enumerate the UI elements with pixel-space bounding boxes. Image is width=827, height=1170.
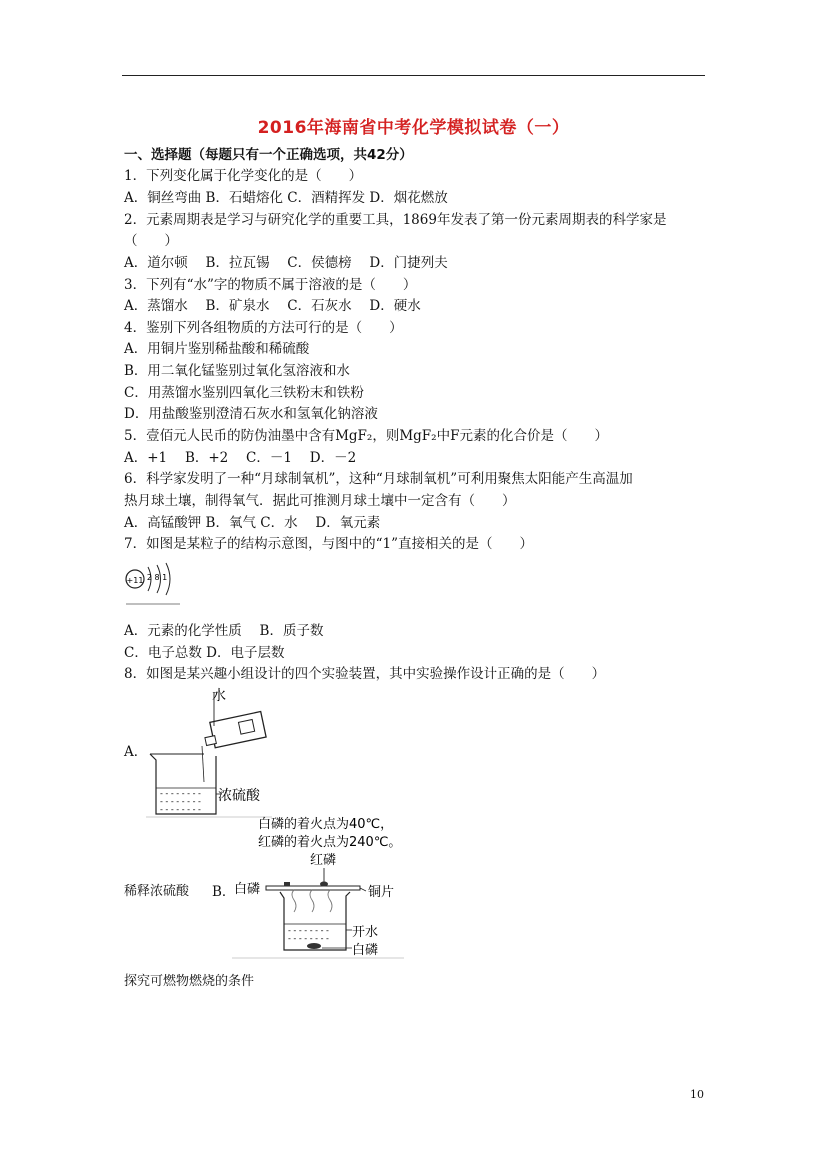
text-line: A．元素的化学性质 B．质子数 — [124, 623, 324, 639]
option-label: B． — [212, 884, 236, 900]
text-line: 6．科学家发明了一种“月球制氧机”，这种“月球制氧机”可利用聚焦太阳能产生高温加 — [124, 471, 633, 487]
water-label: 水 — [212, 688, 226, 704]
text-line: B．用二氧化锰鉴别过氧化氢溶液和水 — [124, 363, 350, 379]
nucleus-label: +11 — [126, 576, 144, 585]
header-rule — [122, 75, 705, 76]
atom-structure-diagram — [124, 560, 182, 606]
text-line: 8．如图是某兴趣小组设计的四个实验装置，其中实验操作设计正确的是（ ） — [124, 666, 606, 682]
text-line: A．道尔顿 B．拉瓦锡 C．侯德榜 D．门捷列夫 — [124, 255, 448, 271]
text-line: 5．壹佰元人民币的防伪油墨中含有MgF₂，则MgF₂中F元素的化合价是（ ） — [124, 428, 608, 444]
figure-combustion — [232, 812, 404, 960]
text-line: 4．鉴别下列各组物质的方法可行的是（ ） — [124, 320, 403, 336]
svg-text:- - - - - - - -: - - - - - - - - — [288, 934, 329, 943]
acid-label: 浓硫酸 — [218, 788, 260, 804]
hot-water-label: 开水 — [352, 925, 379, 940]
text-line: A．蒸馏水 B．矿泉水 C．石灰水 D．硬水 — [124, 298, 421, 314]
svg-text:- - - - - - - -: - - - - - - - - — [160, 789, 201, 798]
note-white-p: 白磷的着火点为40℃， — [258, 817, 394, 832]
text-line: 热月球土壤，制得氧气．据此可推测月球土壤中一定含有（ ） — [124, 493, 516, 509]
text-line: A．铜丝弯曲 B．石蜡熔化 C．酒精挥发 D．烟花燃放 — [124, 190, 448, 206]
text-line: 1．下列变化属于化学变化的是（ ） — [124, 168, 363, 184]
text-line: D．用盐酸鉴别澄清石灰水和氢氧化钠溶液 — [124, 406, 378, 422]
white-p-bottom-label: 白磷 — [352, 943, 379, 958]
svg-text:- - - - - - - -: - - - - - - - - — [160, 805, 201, 814]
section-heading: 一、选择题（每题只有一个正确选项，共42分） — [124, 147, 413, 163]
text-line: A．+1 B．+2 C．－1 D．－2 — [124, 450, 357, 466]
note-red-p: 红磷的着火点为240℃。 — [258, 835, 402, 850]
shell-electrons: 2 8 1 — [146, 573, 168, 582]
white-p-top-label: 白磷 — [234, 882, 261, 897]
figure-dilute-acid — [146, 684, 274, 818]
text-line: 7．如图是某粒子的结构示意图，与图中的“1”直接相关的是（ ） — [124, 536, 533, 552]
svg-text:- - - - - - - -: - - - - - - - - — [288, 926, 329, 935]
page-title: 2016年海南省中考化学模拟试卷（一） — [257, 118, 570, 138]
text-line: A．用铜片鉴别稀盐酸和稀硫酸 — [124, 341, 310, 357]
text-line: 3．下列有“水”字的物质不属于溶液的是（ ） — [124, 277, 417, 293]
svg-text:- - - - - - - -: - - - - - - - - — [160, 797, 201, 806]
text-line: C．用蒸馏水鉴别四氧化三铁粉末和铁粉 — [124, 385, 364, 401]
caption-a: 稀释浓硫酸 — [124, 884, 190, 899]
text-line: A．高锰酸钾 B．氧气 C．水 D．氧元素 — [124, 515, 381, 531]
page-number: 10 — [690, 1088, 704, 1101]
copper-label: 铜片 — [368, 885, 395, 900]
caption-b: 探究可燃物燃烧的条件 — [124, 974, 255, 989]
text-line: 2．元素周期表是学习与研究化学的重要工具，1869年发表了第一份元素周期表的科学家是 — [124, 212, 667, 228]
option-label: A． — [124, 744, 148, 760]
red-p-label: 红磷 — [310, 853, 337, 868]
text-line: C．电子总数 D．电子层数 — [124, 645, 285, 661]
text-line: （ ） — [124, 233, 178, 249]
